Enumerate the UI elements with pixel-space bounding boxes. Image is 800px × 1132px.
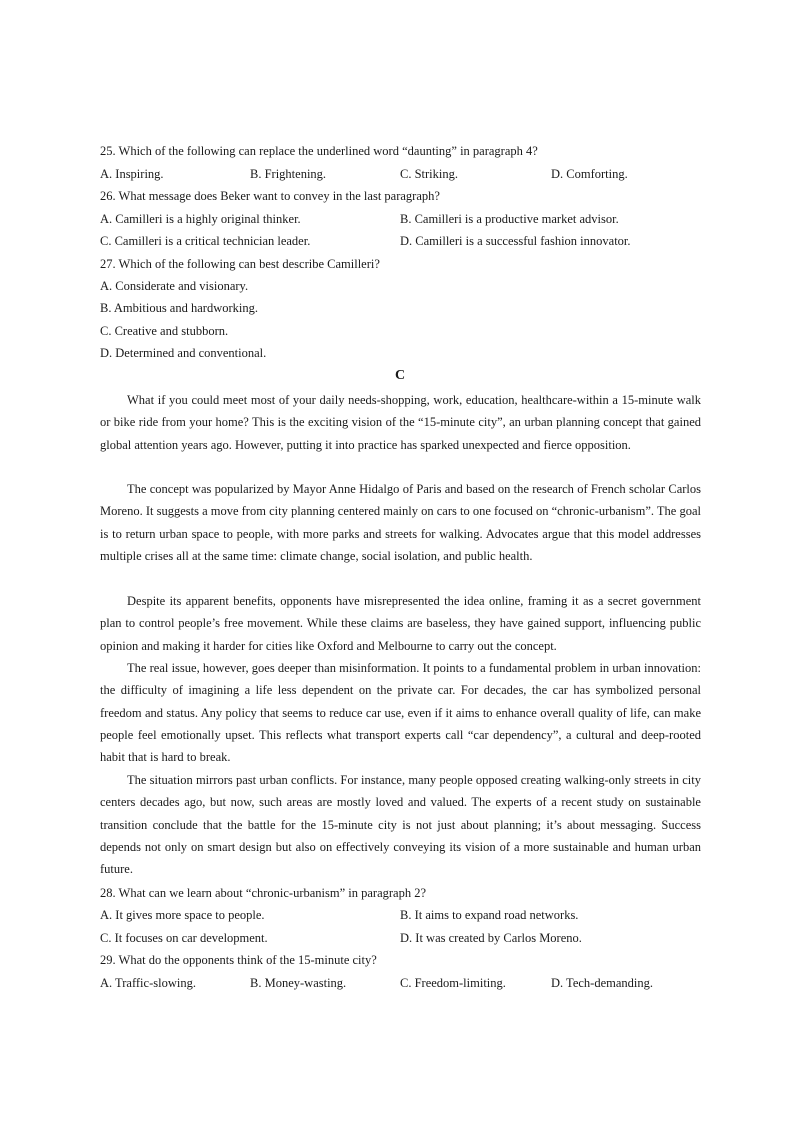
question-27-option-a: A. Considerate and visionary. xyxy=(100,279,249,293)
passage-paragraph-2: The concept was popularized by Mayor Anne Hidalgo of Paris and based on the research of French scholar Carlos Moreno. It suggests a move from city planning centered mainly on cars to one focused on “chronic-urbanism”. The goal is to return urban space to people, with more parks and streets for walking. Advocates argue that this model addresses multiple crises all at the same time: climate change, social isolation, and public health. xyxy=(100,482,701,563)
question-28-option-b: B. It aims to expand road networks. xyxy=(400,908,579,922)
question-29-option-a: A. Traffic-slowing. xyxy=(100,976,196,990)
question-26-option-d: D. Camilleri is a successful fashion innovator. xyxy=(400,234,631,248)
question-25-option-b: B. Frightening. xyxy=(250,167,327,181)
section-heading: C xyxy=(394,368,406,383)
question-29-option-d: D. Tech-demanding. xyxy=(551,976,653,990)
passage-paragraph-1: What if you could meet most of your daily needs-shopping, work, education, healthcare-within a 15-minute walk or bike ride from your home? This is the exciting vision of the “15-minute city”, an urban planning concept that gained global attention years ago. However, putting it into practice has sparked unexpected and fierce opposition. xyxy=(100,393,701,452)
question-28-option-d: D. It was created by Carlos Moreno. xyxy=(400,931,582,945)
question-29-option-c: C. Freedom-limiting. xyxy=(400,976,506,990)
question-28-option-a: A. It gives more space to people. xyxy=(100,908,265,922)
question-28-stem: 28. What can we learn about “chronic-urbanism” in paragraph 2? xyxy=(100,886,427,900)
question-29-stem: 29. What do the opponents think of the 15-minute city? xyxy=(100,953,377,967)
question-28-option-c: C. It focuses on car development. xyxy=(100,931,268,945)
passage-paragraph-3: Despite its apparent benefits, opponents have misrepresented the idea online, framing it as a secret government plan to control people’s free movement. While these claims are baseless, they have gained support, influencing public opinion and making it harder for cities like Oxford and Melbourne to carry out the concept. xyxy=(100,594,701,653)
question-27-option-d: D. Determined and conventional. xyxy=(100,346,267,360)
question-25-stem: 25. Which of the following can replace the underlined word “daunting” in paragraph 4? xyxy=(100,144,538,158)
question-27-stem: 27. Which of the following can best describe Camilleri? xyxy=(100,257,380,271)
question-27-option-c: C. Creative and stubborn. xyxy=(100,324,229,338)
passage-paragraph-4: The real issue, however, goes deeper than misinformation. It points to a fundamental problem in urban innovation: the difficulty of imagining a life less dependent on the private car. For decades, the car has symbolized personal freedom and status. Any policy that seems to reduce car use, even if it aims to enhance overall quality of life, can make people feel emotionally upset. This reflects what transport experts call “car dependency”, a cultural and deep-rooted habit that is hard to break. xyxy=(100,661,701,765)
question-29-option-b: B. Money-wasting. xyxy=(250,976,347,990)
question-25-option-a: A. Inspiring. xyxy=(100,167,164,181)
passage-paragraph-5: The situation mirrors past urban conflicts. For instance, many people opposed creating walking-only streets in city centers decades ago, but now, such areas are mostly loved and valued. The experts of a recent study on sustainable transition conclude that the battle for the 15-minute city is not just about planning; it’s about messaging. Success depends not only on smart design but also on effectively conveying its vision of a more sustainable and human urban future. xyxy=(100,773,701,877)
question-26-stem: 26. What message does Beker want to convey in the last paragraph? xyxy=(100,189,440,203)
question-25-option-d: D. Comforting. xyxy=(551,167,628,181)
question-27-option-b: B. Ambitious and hardworking. xyxy=(100,301,258,315)
question-25-option-c: C. Striking. xyxy=(400,167,458,181)
question-26-option-a: A. Camilleri is a highly original thinker. xyxy=(100,212,301,226)
question-26-option-c: C. Camilleri is a critical technician leader. xyxy=(100,234,311,248)
question-26-option-b: B. Camilleri is a productive market advisor. xyxy=(400,212,619,226)
